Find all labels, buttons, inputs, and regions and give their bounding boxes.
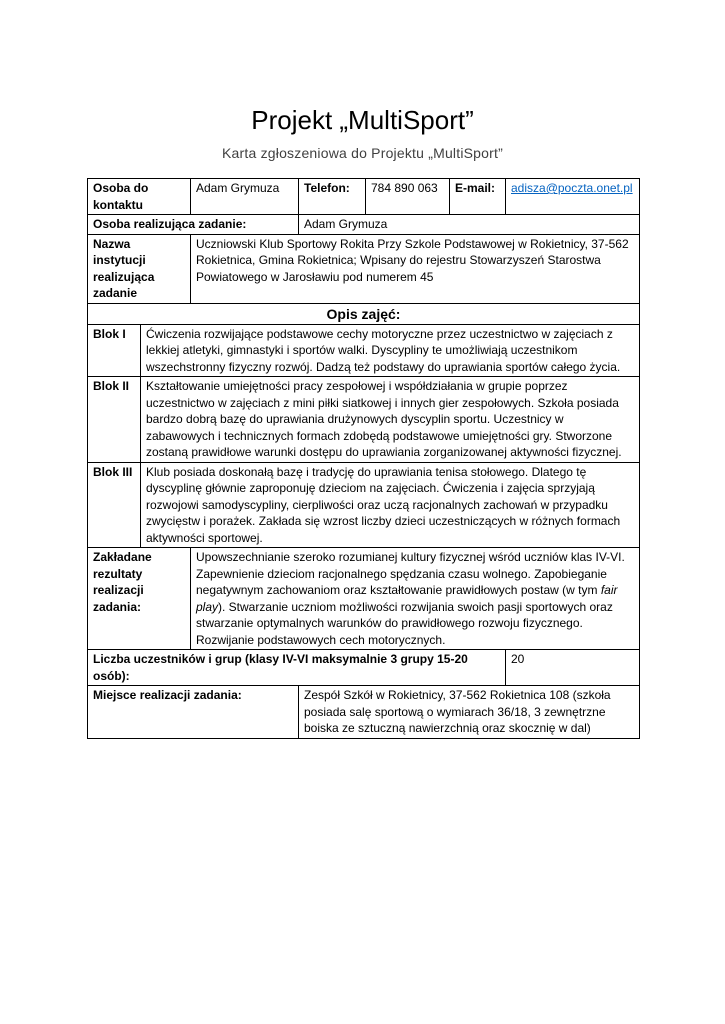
contact-label: Osoba do kontaktu [88, 179, 191, 215]
page-subtitle: Karta zgłoszeniowa do Projektu „MultiSport” [222, 145, 503, 161]
block-label: Blok III [88, 462, 141, 548]
results-text [191, 548, 640, 650]
email-label: E-mail: [450, 179, 506, 215]
results-text-after: ). Stwarzanie uczniom możliwości rozwijania swoich pasji sportowych oraz stwarzanie optymalnych warunków do prawidłowego rozwoju fizycznego. Rozwijanie podstawowych cech motorycznych. [196, 599, 613, 647]
block-label: Blok I [88, 324, 141, 377]
results-row [88, 548, 640, 650]
contact-name: Adam Grymuza [191, 179, 299, 215]
phone-value: 784 890 063 [366, 179, 450, 215]
block-text: Klub posiada doskonałą bazę i tradycję do uprawiania tenisa stołowego. Dlatego tę dyscyplinę głównie zaproponuję dzieciom na zajęciach. Ćwiczenia i zajęcia sprzyjają rozwojowi samodyscypliny, cierpliwości oraz uczą racjonalnych zachowań w przypadku zwycięstw i porażek. Zakłada się wzrost liczby dzieci uczestniczących w różnych formach aktywności sportowej. [141, 462, 640, 548]
participants-row [88, 650, 640, 686]
institution-value: Uczniowski Klub Sportowy Rokita Przy Szkole Podstawowej w Rokietnicy, 37-562 Rokietnica, Gmina Rokietnica; Wpisany do rejestru Stowarzyszeń Starostwa Powiatowego w Jarosławiu pod numerem 45 [191, 234, 640, 303]
description-heading-row [88, 303, 640, 324]
block-row [88, 324, 640, 377]
location-value: Zespół Szkół w Rokietnicy, 37-562 Rokietnica 108 (szkoła posiada salę sportową o wymiarach 36/18, 3 zewnętrzne boiska ze sztuczną nawierzchnią oraz skocznię w dal) [299, 686, 640, 739]
contact-row [88, 179, 640, 215]
location-label: Miejsce realizacji zadania: [88, 686, 299, 739]
participants-label: Liczba uczestników i grup (klasy IV-VI maksymalnie 3 grupy 15-20 osób): [88, 650, 506, 686]
page-title: Projekt „MultiSport” [251, 105, 474, 135]
block-row [88, 377, 640, 463]
institution-label: Nazwa instytucji realizująca zadanie [88, 234, 191, 303]
application-form-table [87, 178, 640, 739]
implementer-name: Adam Grymuza [299, 215, 640, 235]
email-link[interactable]: adisza@poczta.onet.pl [511, 181, 633, 195]
results-text-before: Upowszechnianie szeroko rozumianej kultury fizycznej wśród uczniów klas IV-VI. Zapewnienie dzieciom racjonalnego spędzania czasu wolnego. Zapobieganie negatywnym zachowaniom oraz kształtowanie prawidłowych postaw (w tym [196, 550, 625, 597]
block-row [88, 462, 640, 548]
email-cell [506, 179, 640, 215]
block-text: Ćwiczenia rozwijające podstawowe cechy motoryczne przez uczestnictwo w zajęciach z lekkiej atletyki, gimnastyki i sportów walki. Dyscypliny te umożliwiają uczestnikom wszechstronny fizyczny rozwój. Dadzą też podstawy do uprawiania sportów całego życia. [141, 324, 640, 377]
block-label: Blok II [88, 377, 141, 463]
implementer-row [88, 215, 640, 235]
institution-row [88, 234, 640, 303]
description-heading: Opis zajęć: [88, 303, 640, 324]
block-text: Kształtowanie umiejętności pracy zespołowej i współdziałania w grupie poprzez uczestnictwo w zajęciach z mini piłki siatkowej i innych gier zespołowych. Szkoła posiada bardzo dobrą bazę do uprawiania drużynowych dyscyplin sportu. Uczestnicy w zabawowych i technicznych formach zdobędą podstawowe umiejętności gry. Stworzone zostaną prawidłowe warunki dostępu do uprawiania zorganizowanej aktywności fizycznej. [141, 377, 640, 463]
results-text-italic: fair play [196, 583, 618, 614]
participants-value: 20 [506, 650, 640, 686]
location-row [88, 686, 640, 739]
results-label: Zakładane rezultaty realizacji zadania: [88, 548, 191, 650]
phone-label: Telefon: [299, 179, 366, 215]
implementer-label: Osoba realizująca zadanie: [88, 215, 299, 235]
